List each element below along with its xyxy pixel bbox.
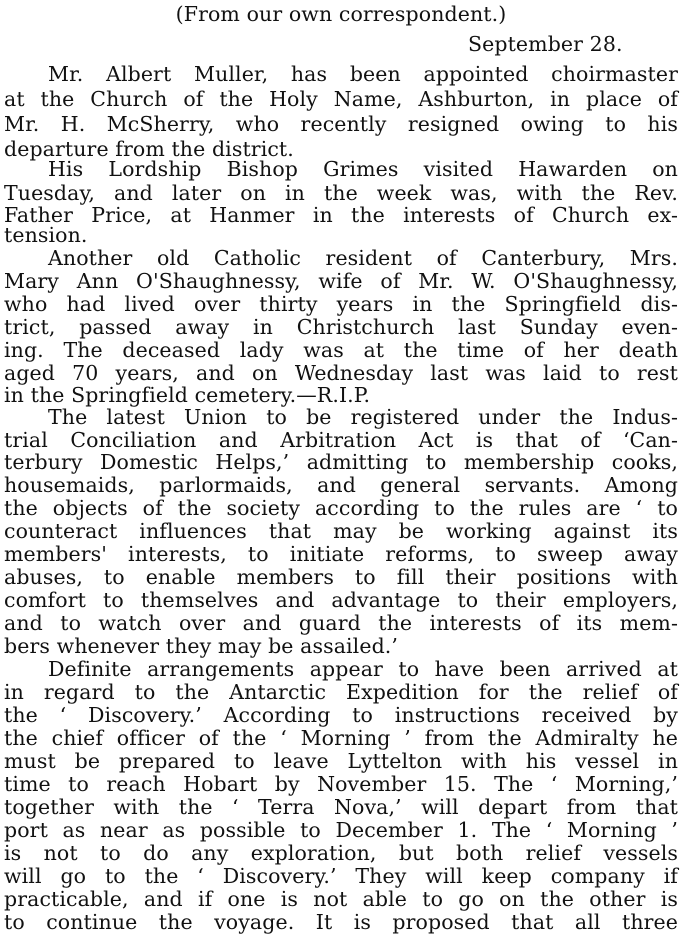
article-line: His Lordship Bishop Grimes visited Hawarden on [48,157,678,181]
article-line: housemaids, parlormaids, and general servants. Among [4,473,678,497]
article-line: and to watch over and guard the interests of its mem- [4,611,678,635]
article-line: at the Church of the Holy Name, Ashburton, in place of [4,87,678,111]
article-line: The latest Union to be registered under the Indus- [48,405,678,429]
article-line: tension. [4,223,88,247]
article-line: ing. The deceased lady was at the time of her death [4,338,678,362]
article-line: the ‘ Discovery.’ According to instructions received by [4,703,678,727]
article-line: practicable, and if one is not able to go on the other is [4,887,678,911]
article-line: Definite arrangements appear to have been arrived at [48,657,678,681]
article-line: counteract influences that may be working against its [4,519,678,543]
article-line: Mary Ann O'Shaughnessy, wife of Mr. W. O'Shaughnessy, [4,269,678,293]
article-line: time to reach Hobart by November 15. The ‘ Morning,’ [4,772,678,796]
article-line: who had lived over thirty years in the Springfield dis- [4,292,678,316]
dateline: September 28. [468,32,623,56]
article-line: to continue the voyage. It is proposed that all three [4,910,678,934]
article-line: terbury Domestic Helps,’ admitting to membership cooks, [4,450,678,474]
article-line: Father Price, at Hanmer in the interests of Church ex- [4,203,678,227]
article-line: the chief officer of the ‘ Morning ’ from the Admiralty he [4,726,678,750]
article-line: Another old Catholic resident of Canterbury, Mrs. [48,246,678,270]
article-line: bers whenever they may be assailed.’ [4,634,399,658]
article-line: will go to the ‘ Discovery.’ They will keep company if [4,864,678,888]
article-line: departure from the district. [4,137,294,161]
article-line: the objects of the society according to the rules are ‘ to [4,496,678,520]
article-line: in regard to the Antarctic Expedition for the relief of [4,680,678,704]
article-line: abuses, to enable members to fill their positions with [4,565,678,589]
article-line: is not to do any exploration, but both relief vessels [4,841,678,865]
article-line: aged 70 years, and on Wednesday last was laid to rest [4,361,678,385]
article-line: members' interests, to initiate reforms, to sweep away [4,542,678,566]
article-line: together with the ‘ Terra Nova,’ will depart from that [4,795,678,819]
article-line: Mr. Albert Muller, has been appointed choirmaster [48,62,678,86]
article-line: port as near as possible to December 1. The ‘ Morning ’ [4,818,678,842]
article-line: must be prepared to leave Lyttelton with his vessel in [4,749,678,773]
article-line: comfort to themselves and advantage to their employers, [4,588,678,612]
article-line: in the Springfield cemetery.—R.I.P. [4,383,371,407]
article-line: trict, passed away in Christchurch last Sunday even- [4,315,678,339]
article-line: trial Conciliation and Arbitration Act is that of ‘Can- [4,428,678,452]
byline: (From our own correspondent.) [175,2,507,26]
article-line: Tuesday, and later on in the week was, with the Rev. [4,181,678,205]
article-line: Mr. H. McSherry, who recently resigned owing to his [4,112,678,136]
